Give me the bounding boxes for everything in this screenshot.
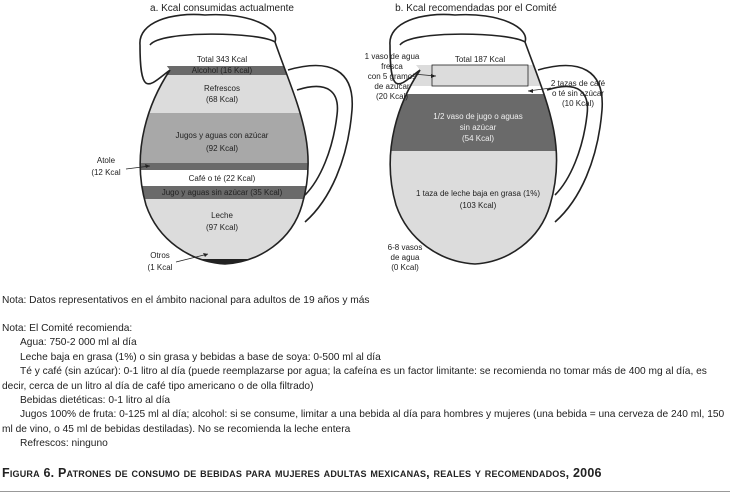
svg-text:2 tazas de café: 2 tazas de café xyxy=(550,79,606,88)
note-item-jugos: Jugos 100% de fruta: 0-125 ml al día; alcohol: si se consume, limitar a una bebida al día para hombres y mujeres (una bebida = una cerveza de 240 ml, 150 ml de vino, o 45 ml de bebidas destiladas). No se recomienda la leche entera xyxy=(2,409,725,435)
notes-title: Nota: El Comité recomienda: xyxy=(2,323,133,334)
value-leche-b: (103 Kcal) xyxy=(459,201,497,210)
value-jugo-b: sin azúcar xyxy=(459,123,497,132)
label-jugo-sin-azucar: Jugo y aguas sin azúcar (35 Kcal) xyxy=(161,188,283,197)
note-item-leche: Leche baja en grasa (1%) o sin grasa y bebidas a base de soya: 0-500 ml al día xyxy=(20,351,381,363)
segment-atole xyxy=(120,163,320,170)
svg-text:con 5 gramos: con 5 gramos xyxy=(367,72,417,81)
svg-text:6-8 vasos: 6-8 vasos xyxy=(387,243,423,252)
note-item-agua: Agua: 750-2 000 ml al día xyxy=(20,337,137,349)
label-total-b: Total 187 Kcal xyxy=(454,55,506,64)
notes-recommendations xyxy=(2,322,726,452)
panel-a-title: a. Kcal consumidas actualmente xyxy=(150,3,294,14)
note-item-dieteticas: Bebidas dietéticas: 0-1 litro al día xyxy=(20,395,171,407)
divider xyxy=(0,491,730,492)
segment-agua-fresca-box xyxy=(432,65,528,86)
label-alcohol: Alcohol (16 Kcal) xyxy=(191,66,253,75)
label-refrescos: Refrescos xyxy=(203,84,241,93)
pitcher-b xyxy=(365,14,606,272)
svg-text:1 vaso de agua: 1 vaso de agua xyxy=(364,52,420,61)
callout-atole-2: (12 Kcal xyxy=(91,168,121,177)
value-refrescos: (68 Kcal) xyxy=(205,95,239,104)
svg-text:(20 Kcal): (20 Kcal) xyxy=(375,92,409,101)
callout-atole-1: Atole xyxy=(96,156,116,165)
note-representative: Nota: Datos representativos en el ámbito nacional para adultos de 19 años y más xyxy=(2,295,370,306)
panel-b-title: b. Kcal recomendadas por el Comité xyxy=(395,3,557,14)
svg-text:o té sin azúcar: o té sin azúcar xyxy=(551,89,605,98)
label-leche-b: 1 taza de leche baja en grasa (1%) xyxy=(415,189,541,198)
callout-vasos-agua xyxy=(388,243,423,272)
callout-otros-2: (1 Kcal xyxy=(147,263,173,272)
note-item-refrescos: Refrescos: ninguno xyxy=(20,438,108,450)
value-leche: (97 Kcal) xyxy=(205,223,239,232)
callout-otros-1: Otros xyxy=(150,251,170,260)
label-total-a: Total 343 Kcal xyxy=(196,55,248,64)
extra-jugo-b: (54 Kcal) xyxy=(461,134,495,143)
svg-text:de azúcar: de azúcar xyxy=(374,82,410,91)
pitcher-a xyxy=(91,14,352,272)
svg-text:(10 Kcal): (10 Kcal) xyxy=(561,99,595,108)
figure-caption: Figura 6. Patrones de consumo de bebidas para mujeres adultas mexicanas, reales y recomendados, 2006 xyxy=(2,466,602,480)
svg-text:fresca: fresca xyxy=(381,62,403,71)
svg-text:(0 Kcal): (0 Kcal) xyxy=(391,263,419,272)
label-leche: Leche xyxy=(211,211,233,220)
label-jugos-con-azucar: Jugos y aguas con azúcar xyxy=(175,131,269,140)
value-jugos-con-azucar: (92 Kcal) xyxy=(205,144,239,153)
svg-text:de agua: de agua xyxy=(390,253,420,262)
note-item-te-cafe: Té y café (sin azúcar): 0-1 litro al día (puede reemplazarse por agua; la cafeína es un factor limitante: se recomienda no tomar más de 400 mg al día, es decir, cerca de un litro al día de café tipo americano o de olla filtrado) xyxy=(2,366,707,392)
label-jugo-b: 1/2 vaso de jugo o aguas xyxy=(433,112,523,121)
label-cafe: Café o té (22 Kcal) xyxy=(188,174,256,183)
